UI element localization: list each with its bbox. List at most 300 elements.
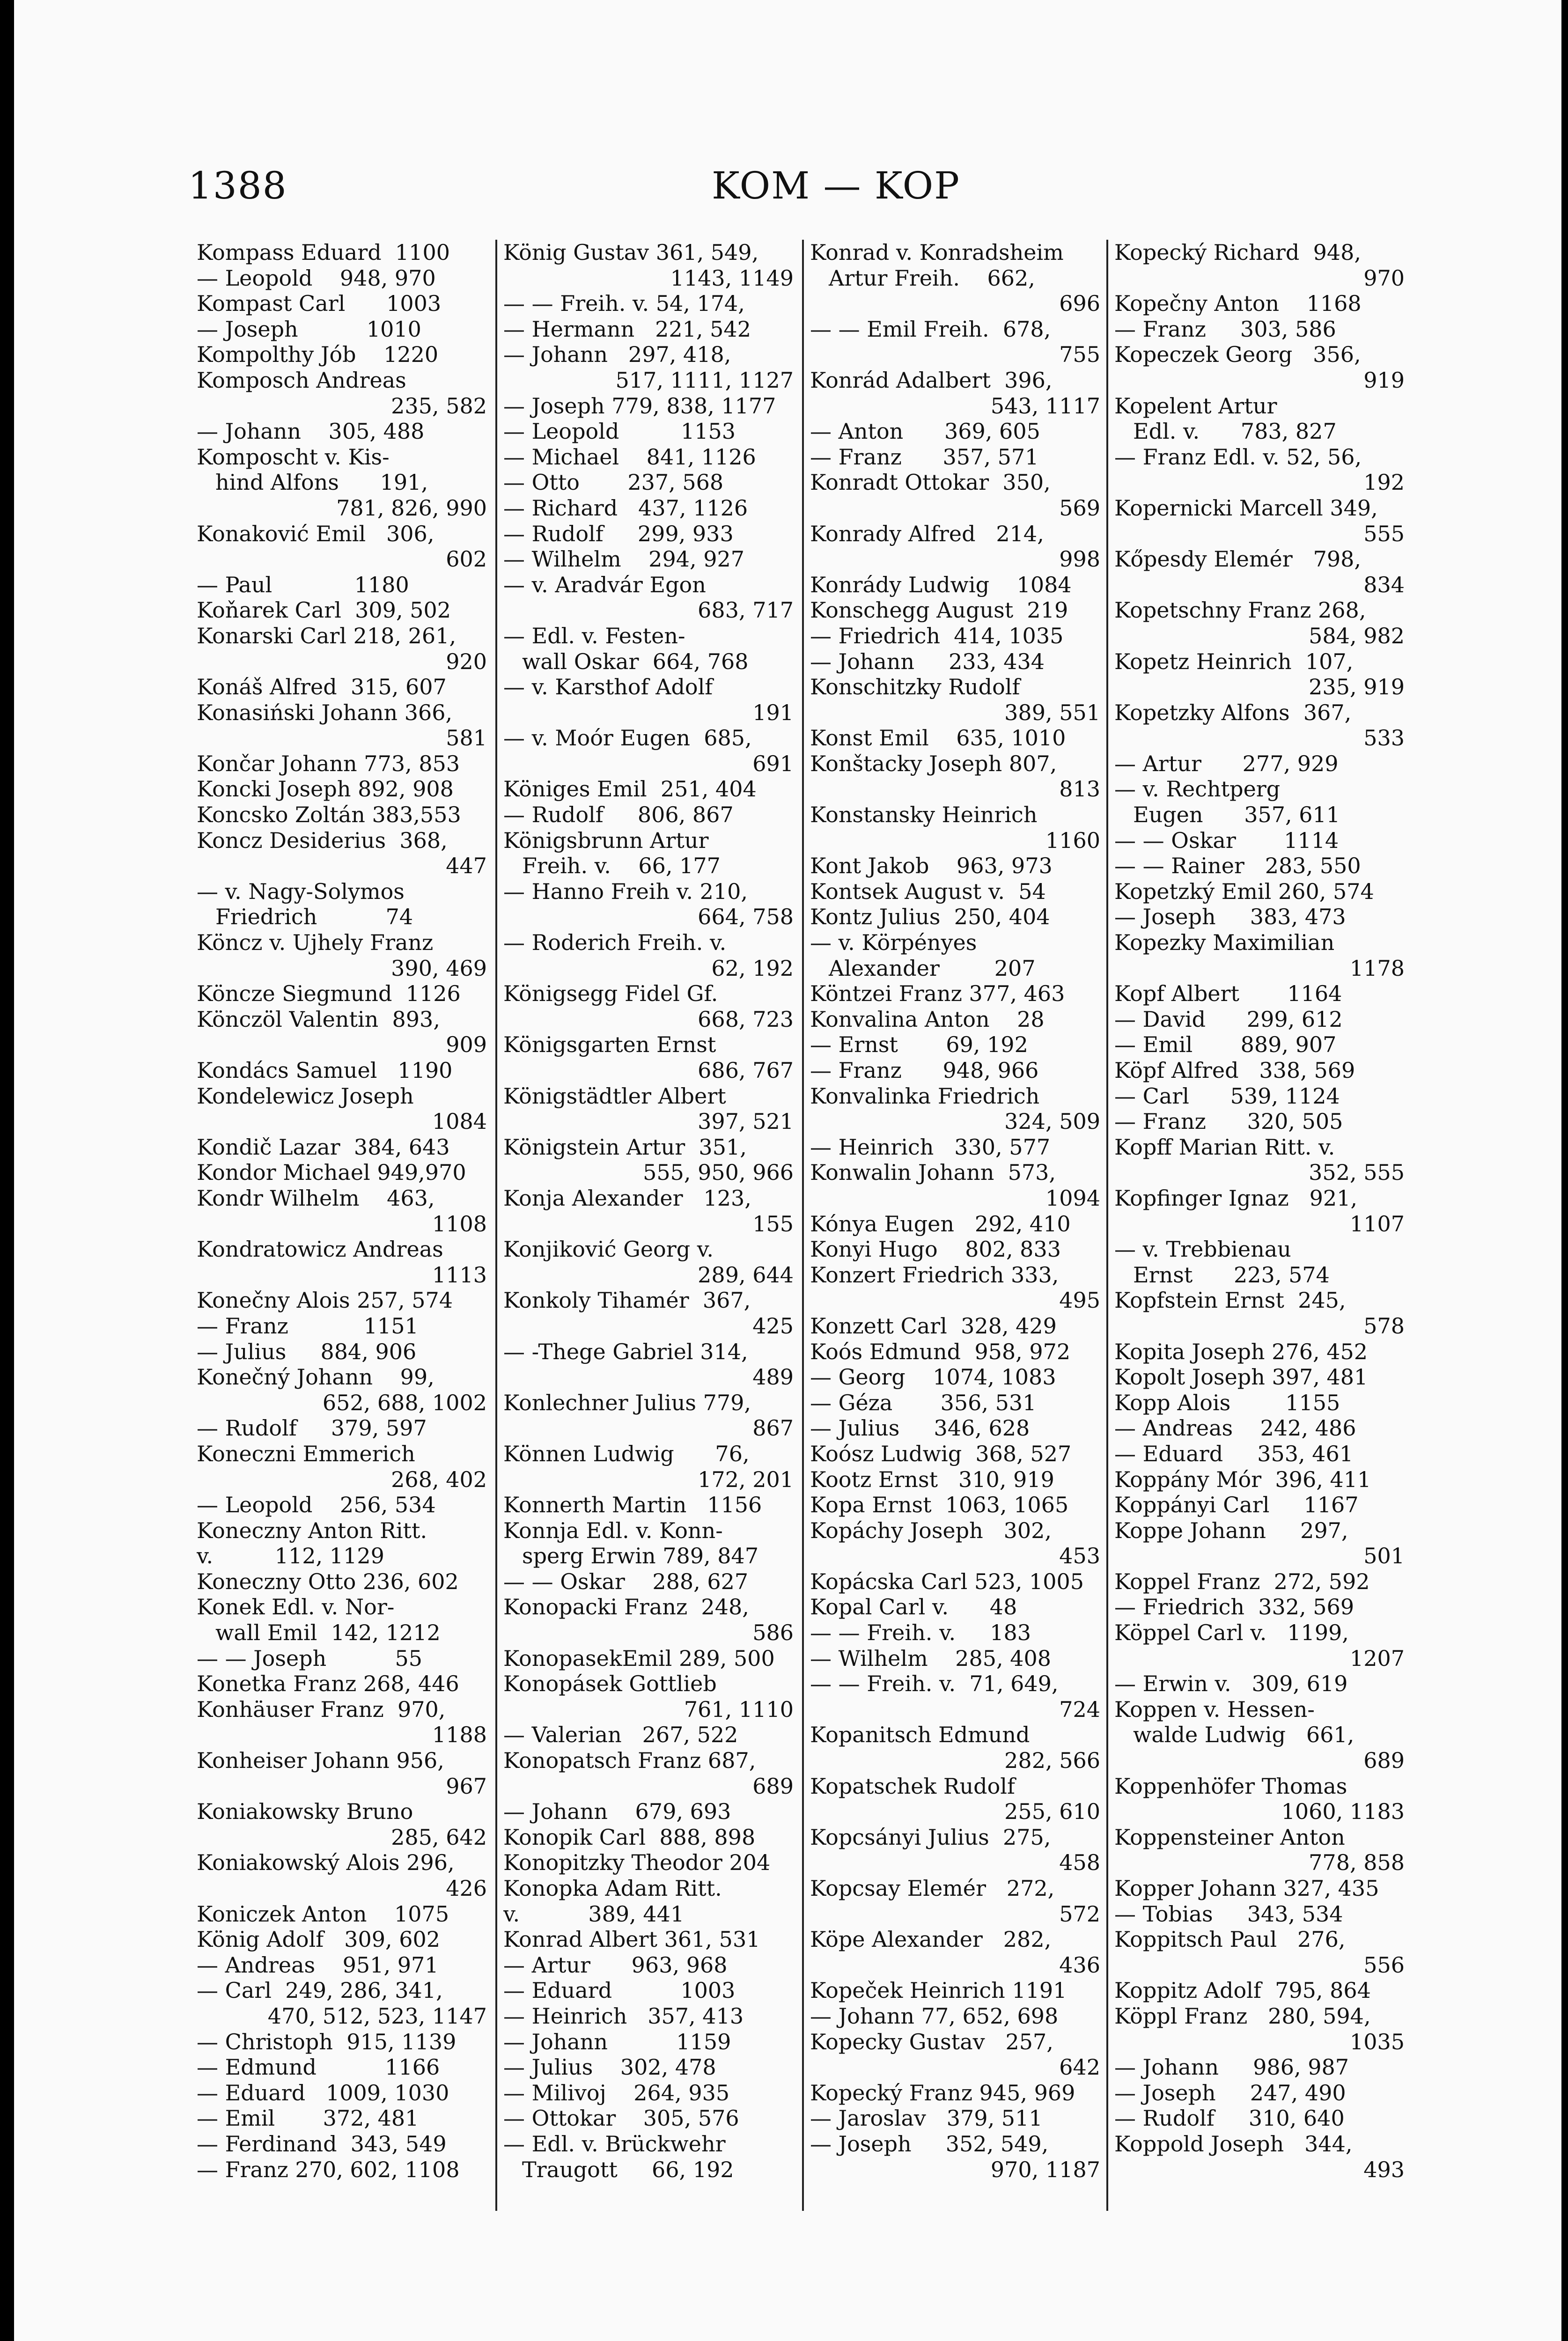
index-entry-line: — Rudolf 310, 640 — [1114, 2105, 1345, 2131]
index-entry-line: v. 112, 1129 — [197, 1543, 384, 1569]
index-entry-line: Kopcsányi Julius 275, — [810, 1824, 1051, 1850]
index-entry-line: Komposch Andreas — [197, 367, 406, 393]
index-entry-line: — Eduard 353, 461 — [1114, 1441, 1354, 1466]
index-entry-line: Kondr Wilhelm 463, — [197, 1185, 435, 1211]
index-entry-line: — — Oskar 288, 627 — [503, 1568, 749, 1594]
index-entry-line: — Joseph 247, 490 — [1114, 2080, 1346, 2105]
index-entry-line: Konschegg August 219 — [810, 597, 1068, 623]
index-entry-line: Koppe Johann 297, — [1114, 1517, 1348, 1543]
index-entry-line: Konopik Carl 888, 898 — [503, 1824, 756, 1850]
index-entry-line: 533 — [1363, 725, 1405, 751]
index-entry-line: — Leopold 948, 970 — [197, 265, 436, 291]
index-entry-line: Konek Edl. v. Nor- — [197, 1594, 395, 1620]
index-column-3 — [810, 240, 1100, 2182]
index-entry-line: Königes Emil 251, 404 — [503, 776, 757, 802]
index-entry-line: — Leopold 256, 534 — [197, 1492, 436, 1518]
index-entry-line: KonopasekEmil 289, 500 — [503, 1645, 775, 1671]
index-entry-line: Kopernicki Marcell 349, — [1114, 495, 1378, 521]
index-entry-line: 572 — [1059, 1901, 1100, 1927]
index-entry-line: 581 — [446, 725, 487, 751]
index-entry-line: Köppl Franz 280, 594, — [1114, 2003, 1371, 2029]
index-entry-line: — Edl. v. Festen- — [503, 623, 685, 648]
index-entry-line: 778, 858 — [1309, 1850, 1405, 1876]
index-entry-line: Königsegg Fidel Gf. — [503, 981, 718, 1007]
index-entry-line: — Heinrich 330, 577 — [810, 1134, 1051, 1160]
index-entry-line: Koniczek Anton 1075 — [197, 1901, 449, 1927]
index-entry-line: Konradt Ottokar 350, — [810, 470, 1051, 495]
index-entry-line: — Roderich Freih. v. — [503, 930, 727, 956]
index-entry-line: Kondelewicz Joseph — [197, 1083, 414, 1109]
index-entry-line: — David 299, 612 — [1114, 1006, 1343, 1032]
index-entry-line: 555 — [1363, 521, 1405, 546]
index-entry-line: Konrad v. Konradsheim — [810, 240, 1064, 265]
index-entry-line: Konrad Albert 361, 531 — [503, 1927, 760, 1952]
index-entry-line: — Franz 1151 — [197, 1313, 419, 1339]
index-entry-line: 235, 919 — [1309, 674, 1405, 700]
index-entry-line: 172, 201 — [698, 1466, 794, 1492]
index-entry-line: 192 — [1363, 470, 1405, 495]
index-entry-line: Končar Johann 773, 853 — [197, 751, 460, 776]
index-entry-line: 268, 402 — [391, 1466, 487, 1492]
index-entry-line: 447 — [446, 853, 487, 879]
index-entry-line: Kopanitsch Edmund — [810, 1722, 1030, 1748]
index-entry-line: — Julius 346, 628 — [810, 1415, 1030, 1441]
index-entry-line: Kopp Alois 1155 — [1114, 1390, 1340, 1415]
page-number: 1388 — [188, 164, 287, 207]
index-entry-line: — Paul 1180 — [197, 572, 409, 597]
index-entry-line: 998 — [1059, 546, 1100, 572]
index-entry-line: Koós Edmund 958, 972 — [810, 1339, 1071, 1364]
index-entry-line: Kopeczek Georg 356, — [1114, 342, 1361, 368]
index-entry-line: 426 — [446, 1876, 487, 1901]
index-entry-line: — Carl 539, 1124 — [1114, 1083, 1340, 1109]
index-entry-line: 834 — [1363, 572, 1405, 597]
index-entry-line: Konetka Franz 268, 446 — [197, 1671, 459, 1697]
index-entry-line: 967 — [446, 1773, 487, 1799]
index-entry-line: Kopper Johann 327, 435 — [1114, 1876, 1379, 1901]
index-entry-line: 920 — [446, 648, 487, 674]
index-entry-line: — Edl. v. Brückwehr — [503, 2131, 726, 2157]
index-entry-line: Konopacki Franz 248, — [503, 1594, 749, 1620]
index-entry-line: Koppány Mór 396, 411 — [1114, 1466, 1371, 1492]
index-entry-line: Koppenhöfer Thomas — [1114, 1773, 1347, 1799]
index-entry-line: wall Emil 142, 1212 — [215, 1620, 441, 1646]
index-entry-line: 324, 509 — [1004, 1109, 1100, 1134]
index-entry-line: — Johann 1159 — [503, 2029, 731, 2054]
index-entry-line: Konarski Carl 218, 261, — [197, 623, 456, 648]
index-entry-line: — Artur 963, 968 — [503, 1952, 728, 1978]
index-entry-line: Konvalina Anton 28 — [810, 1006, 1045, 1032]
index-entry-line: Können Ludwig 76, — [503, 1441, 750, 1466]
index-entry-line: — — Oskar 1114 — [1114, 827, 1339, 853]
index-entry-line: wall Oskar 664, 768 — [522, 648, 749, 674]
index-entry-line: König Gustav 361, 549, — [503, 240, 759, 265]
index-entry-line: 584, 982 — [1309, 623, 1405, 648]
index-entry-line: — Joseph 383, 473 — [1114, 904, 1346, 930]
index-entry-line: — Andreas 951, 971 — [197, 1952, 439, 1978]
index-entry-line: 686, 767 — [698, 1058, 794, 1083]
index-entry-line: Koppensteiner Anton — [1114, 1824, 1345, 1850]
index-entry-line: Kopf Albert 1164 — [1114, 981, 1342, 1007]
index-entry-line: Koniakowský Alois 296, — [197, 1850, 455, 1876]
index-entry-line: Konlechner Julius 779, — [503, 1390, 751, 1415]
index-entry-line: — Joseph 1010 — [197, 316, 421, 342]
index-entry-line: 155 — [752, 1211, 794, 1237]
index-entry-line: 761, 1110 — [684, 1696, 794, 1722]
index-entry-line: 578 — [1363, 1313, 1405, 1339]
index-entry-line: Koppitsch Paul 276, — [1114, 1927, 1346, 1952]
index-entry-line: 755 — [1059, 342, 1100, 368]
index-entry-line: — Julius 884, 906 — [197, 1339, 417, 1364]
index-entry-line: sperg Erwin 789, 847 — [522, 1543, 759, 1569]
index-entry-line: — Heinrich 357, 413 — [503, 2003, 744, 2029]
index-entry-line: 668, 723 — [698, 1006, 794, 1032]
index-entry-line: Konhäuser Franz 970, — [197, 1696, 446, 1722]
index-entry-line: — Edmund 1166 — [197, 2054, 440, 2080]
index-entry-line: Konwalin Johann 573, — [810, 1160, 1056, 1185]
index-entry-line: — Johann 77, 652, 698 — [810, 2003, 1059, 2029]
index-entry-line: Eugen 357, 611 — [1133, 802, 1340, 828]
index-entry-line: 724 — [1059, 1696, 1100, 1722]
index-entry-line: — Leopold 1153 — [503, 419, 736, 444]
index-entry-line: Kompass Eduard 1100 — [197, 240, 450, 265]
index-entry-line: — Franz 270, 602, 1108 — [197, 2157, 460, 2182]
index-entry-line: — v. Trebbienau — [1114, 1237, 1291, 1262]
index-entry-line: — Emil 889, 907 — [1114, 1032, 1337, 1058]
index-entry-line: Kopfstein Ernst 245, — [1114, 1288, 1346, 1313]
index-entry-line: 1094 — [1045, 1185, 1100, 1211]
index-entry-line: — Franz 320, 505 — [1114, 1109, 1343, 1134]
index-entry-line: — — Freih. v. 71, 649, — [810, 1671, 1059, 1697]
index-entry-line: 691 — [752, 751, 794, 776]
index-entry-line: Kondratowicz Andreas — [197, 1237, 443, 1262]
index-entry-line: 781, 826, 990 — [336, 495, 487, 521]
index-entry-line: — Artur 277, 929 — [1114, 751, 1339, 776]
index-entry-line: 389, 551 — [1004, 699, 1100, 725]
index-entry-line: — Georg 1074, 1083 — [810, 1364, 1056, 1390]
index-entry-line: Königsgarten Ernst — [503, 1032, 716, 1058]
index-entry-line: 489 — [752, 1364, 794, 1390]
index-entry-line: — Emil 372, 481 — [197, 2105, 419, 2131]
index-entry-line: — Johann 233, 434 — [810, 648, 1045, 674]
index-entry-line: Kopal Carl v. 48 — [810, 1594, 1017, 1620]
index-entry-line: 543, 1117 — [990, 393, 1100, 419]
index-entry-line: Kopecký Richard 948, — [1114, 240, 1362, 265]
index-entry-line: 1084 — [432, 1109, 487, 1134]
index-entry-line: Kopácska Carl 523, 1005 — [810, 1568, 1084, 1594]
index-entry-line: Kondács Samuel 1190 — [197, 1058, 453, 1083]
index-entry-line: 501 — [1363, 1543, 1405, 1569]
index-entry-line: Kompast Carl 1003 — [197, 291, 442, 317]
index-entry-line: — — Emil Freih. 678, — [810, 316, 1051, 342]
index-entry-line: — Rudolf 806, 867 — [503, 802, 734, 828]
index-entry-line: 191 — [752, 699, 794, 725]
index-entry-line: Köpf Alfred 338, 569 — [1114, 1058, 1355, 1083]
index-entry-line: Königstädtler Albert — [503, 1083, 726, 1109]
index-entry-line: 1188 — [432, 1722, 487, 1748]
index-entry-line: 493 — [1363, 2157, 1405, 2182]
index-entry-line: Konstansky Heinrich — [810, 802, 1038, 828]
index-entry-line: 470, 512, 523, 1147 — [267, 2003, 487, 2029]
index-entry-line: — Eduard 1009, 1030 — [197, 2080, 449, 2105]
index-entry-line: Köncze Siegmund 1126 — [197, 981, 461, 1007]
index-entry-line: — v. Karsthof Adolf — [503, 674, 713, 700]
index-entry-line: 1113 — [432, 1262, 487, 1288]
index-entry-line: 425 — [752, 1313, 794, 1339]
index-entry-line: 453 — [1059, 1543, 1100, 1569]
index-entry-line: Konzert Friedrich 333, — [810, 1262, 1059, 1288]
index-entry-line: — v. Moór Eugen 685, — [503, 725, 752, 751]
index-entry-line: — Andreas 242, 486 — [1114, 1415, 1356, 1441]
index-entry-line: 285, 642 — [391, 1824, 487, 1850]
index-entry-line: — Géza 356, 531 — [810, 1390, 1037, 1415]
index-entry-line: — Christoph 915, 1139 — [197, 2029, 456, 2054]
index-entry-line: — Erwin v. 309, 619 — [1114, 1671, 1348, 1697]
index-entry-line: Konopitzky Theodor 204 — [503, 1850, 771, 1876]
index-entry-line: Kopcsay Elemér 272, — [810, 1876, 1055, 1901]
index-entry-line: 458 — [1059, 1850, 1100, 1876]
index-entry-line: — Wilhelm 285, 408 — [810, 1645, 1052, 1671]
index-entry-line: Königstein Artur 351, — [503, 1134, 747, 1160]
index-column-2 — [503, 240, 794, 2182]
index-entry-line: 867 — [752, 1415, 794, 1441]
index-entry-line: Köppel Carl v. 1199, — [1114, 1620, 1349, 1646]
index-entry-line: 1207 — [1349, 1645, 1405, 1671]
index-entry-line: Konja Alexander 123, — [503, 1185, 751, 1211]
index-entry-line: — Richard 437, 1126 — [503, 495, 748, 521]
index-entry-line: Koppen v. Hessen- — [1114, 1696, 1315, 1722]
index-entry-line: Kontsek August v. 54 — [810, 878, 1046, 904]
index-column-4 — [1114, 240, 1405, 2182]
index-entry-line: — -Thege Gabriel 314, — [503, 1339, 748, 1364]
index-entry-line: — — Freih. v. 54, 174, — [503, 291, 745, 317]
index-entry-line: — Johann 305, 488 — [197, 419, 425, 444]
index-entry-line: — Tobias 343, 534 — [1114, 1901, 1343, 1927]
index-entry-line: Koncki Joseph 892, 908 — [197, 776, 454, 802]
index-entry-line: Kopečny Anton 1168 — [1114, 291, 1362, 317]
index-entry-line: Kontz Julius 250, 404 — [810, 904, 1050, 930]
index-entry-line: Konasiński Johann 366, — [197, 699, 453, 725]
index-entry-line: — Hermann 221, 542 — [503, 316, 751, 342]
index-entry-line: Koppányi Carl 1167 — [1114, 1492, 1359, 1518]
index-entry-line: — Johann 679, 693 — [503, 1799, 731, 1825]
index-entry-line: 556 — [1363, 1952, 1405, 1978]
index-entry-line: 1107 — [1349, 1211, 1405, 1237]
index-entry-line: Kőpesdy Elemér 798, — [1114, 546, 1362, 572]
index-entry-line: Kondor Michael 949,970 — [197, 1160, 466, 1185]
index-entry-line: Konyi Hugo 802, 833 — [810, 1237, 1061, 1262]
index-entry-line: 970 — [1363, 265, 1405, 291]
index-entry-line: — Eduard 1003 — [503, 1978, 736, 2003]
index-entry-line: — Valerian 267, 522 — [503, 1722, 738, 1748]
index-entry-line: Friedrich 74 — [215, 904, 413, 930]
index-entry-line: — Rudolf 379, 597 — [197, 1415, 427, 1441]
index-entry-line: 282, 566 — [1004, 1748, 1100, 1774]
index-entry-line: Kopecký Franz 945, 969 — [810, 2080, 1075, 2105]
index-entry-line: Koneczni Emmerich — [197, 1441, 415, 1466]
index-entry-line: — v. Nagy-Solymos — [197, 878, 405, 904]
index-entry-line: — Joseph 352, 549, — [810, 2131, 1049, 2157]
index-entry-line: König Adolf 309, 602 — [197, 1927, 441, 1952]
index-entry-line: 696 — [1059, 291, 1100, 317]
index-entry-line: — Michael 841, 1126 — [503, 444, 756, 470]
index-entry-line: Konschitzky Rudolf — [810, 674, 1020, 700]
index-entry-line: — Jaroslav 379, 511 — [810, 2105, 1043, 2131]
index-entry-line: 1108 — [432, 1211, 487, 1237]
index-entry-line: 683, 717 — [698, 597, 794, 623]
index-entry-line: — v. Aradvár Egon — [503, 572, 706, 597]
index-entry-line: Kónya Eugen 292, 410 — [810, 1211, 1071, 1237]
index-entry-line: Kopita Joseph 276, 452 — [1114, 1339, 1368, 1364]
index-entry-line: Köntzei Franz 377, 463 — [810, 981, 1065, 1007]
index-entry-line: — Friedrich 414, 1035 — [810, 623, 1064, 648]
index-entry-line: Freih. v. 66, 177 — [522, 853, 721, 879]
index-entry-line: — Franz 357, 571 — [810, 444, 1039, 470]
index-entry-line: Kont Jakob 963, 973 — [810, 853, 1053, 879]
column-divider — [802, 240, 804, 2211]
index-entry-line: 255, 610 — [1004, 1799, 1100, 1825]
index-entry-line: Koneczny Otto 236, 602 — [197, 1568, 459, 1594]
index-entry-line: — Ottokar 305, 576 — [503, 2105, 739, 2131]
index-entry-line: Edl. v. 783, 827 — [1133, 419, 1337, 444]
index-entry-line: Kopetzky Alfons 367, — [1114, 699, 1352, 725]
index-entry-line: 1160 — [1045, 827, 1100, 853]
index-entry-line: Konzett Carl 328, 429 — [810, 1313, 1057, 1339]
index-entry-line: Konaković Emil 306, — [197, 521, 434, 546]
index-entry-line: Koneczny Anton Ritt. — [197, 1517, 427, 1543]
index-entry-line: 970, 1187 — [990, 2157, 1100, 2182]
index-entry-line: Könczöl Valentin 893, — [197, 1006, 440, 1032]
index-entry-line: — Ferdinand 343, 549 — [197, 2131, 447, 2157]
index-entry-line: Kopff Marian Ritt. v. — [1114, 1134, 1335, 1160]
index-entry-line: — Hanno Freih v. 210, — [503, 878, 748, 904]
index-entry-line: Konjiković Georg v. — [503, 1237, 714, 1262]
index-entry-line: Konopatsch Franz 687, — [503, 1748, 756, 1774]
index-entry-line: 586 — [752, 1620, 794, 1646]
index-entry-line: 495 — [1059, 1288, 1100, 1313]
index-entry-line: Kopa Ernst 1063, 1065 — [810, 1492, 1069, 1518]
index-entry-line: — Otto 237, 568 — [503, 470, 724, 495]
index-entry-line: 289, 644 — [698, 1262, 794, 1288]
index-entry-line: Koncsko Zoltán 383,553 — [197, 802, 461, 828]
column-divider — [1106, 240, 1108, 2211]
index-entry-line: 390, 469 — [391, 955, 487, 981]
index-entry-line: Kondič Lazar 384, 643 — [197, 1134, 450, 1160]
index-column-1 — [197, 240, 487, 2182]
page-title: KOM — KOP — [712, 164, 961, 207]
index-entry-line: 1060, 1183 — [1281, 1799, 1405, 1825]
index-entry-line: walde Ludwig 661, — [1133, 1722, 1355, 1748]
index-entry-line: — Franz Edl. v. 52, 56, — [1114, 444, 1362, 470]
index-entry-line: — Johann 986, 987 — [1114, 2054, 1349, 2080]
index-entry-line: — — Joseph 55 — [197, 1645, 423, 1671]
index-entry-line: Komposcht v. Kis- — [197, 444, 390, 470]
index-entry-line: — v. Rechtperg — [1114, 776, 1281, 802]
index-entry-line: Koppold Joseph 344, — [1114, 2131, 1353, 2157]
index-entry-line: Konheiser Johann 956, — [197, 1748, 444, 1774]
index-entry-line: Kopetzký Emil 260, 574 — [1114, 878, 1374, 904]
index-entry-line: Kopeček Heinrich 1191 — [810, 1978, 1067, 2003]
index-entry-line: Kopelent Artur — [1114, 393, 1277, 419]
index-entry-line: Kopatschek Rudolf — [810, 1773, 1016, 1799]
index-entry-line: Kompolthy Jób 1220 — [197, 342, 439, 368]
index-entry-line: Koppitz Adolf 795, 864 — [1114, 1978, 1371, 2003]
index-entry-line: Alexander 207 — [829, 955, 1036, 981]
index-entry-line: — Julius 302, 478 — [503, 2054, 716, 2080]
index-entry-line: 664, 758 — [698, 904, 794, 930]
index-entry-line: 642 — [1059, 2054, 1100, 2080]
index-entry-line: — Johann 297, 418, — [503, 342, 731, 368]
index-entry-line: v. 389, 441 — [503, 1901, 685, 1927]
index-entry-line: — Joseph 779, 838, 1177 — [503, 393, 776, 419]
index-entry-line: Konrády Ludwig 1084 — [810, 572, 1072, 597]
index-entry-line: Konnerth Martin 1156 — [503, 1492, 762, 1518]
index-entry-line: — v. Körpényes — [810, 930, 977, 956]
index-entry-line: — Wilhelm 294, 927 — [503, 546, 745, 572]
column-divider — [495, 240, 497, 2211]
index-entry-line: 689 — [1363, 1748, 1405, 1774]
index-entry-line: 919 — [1363, 367, 1405, 393]
index-entry-line: Kopfinger Ignaz 921, — [1114, 1185, 1358, 1211]
index-entry-line: 1035 — [1349, 2029, 1405, 2054]
book-page — [14, 0, 1561, 2341]
index-entry-line: — Carl 249, 286, 341, — [197, 1978, 443, 2003]
index-entry-line: Kopecky Gustav 257, — [810, 2029, 1053, 2054]
index-entry-line: 517, 1111, 1127 — [615, 367, 794, 393]
index-entry-line: Konáš Alfred 315, 607 — [197, 674, 447, 700]
index-entry-line: Koppel Franz 272, 592 — [1114, 1568, 1370, 1594]
index-entry-line: 235, 582 — [391, 393, 487, 419]
index-entry-line: Konnja Edl. v. Konn- — [503, 1517, 723, 1543]
index-entry-line: 813 — [1059, 776, 1100, 802]
index-entry-line: 555, 950, 966 — [643, 1160, 794, 1185]
index-entry-line: 397, 521 — [698, 1109, 794, 1134]
index-entry-line: Konštacky Joseph 807, — [810, 751, 1057, 776]
index-entry-line: 352, 555 — [1309, 1160, 1405, 1185]
index-entry-line: Kopetz Heinrich 107, — [1114, 648, 1354, 674]
index-entry-line: Kopezky Maximilian — [1114, 930, 1335, 956]
index-entry-line: — Ernst 69, 192 — [810, 1032, 1028, 1058]
index-entry-line: — Franz 948, 966 — [810, 1058, 1039, 1083]
index-entry-line: Ernst 223, 574 — [1133, 1262, 1330, 1288]
index-entry-line: Traugott 66, 192 — [522, 2157, 734, 2182]
index-entry-line: Königsbrunn Artur — [503, 827, 709, 853]
index-entry-line: 569 — [1059, 495, 1100, 521]
index-entry-line: — Friedrich 332, 569 — [1114, 1594, 1355, 1620]
index-entry-line: 1178 — [1349, 955, 1405, 981]
index-entry-line: — Franz 303, 586 — [1114, 316, 1336, 342]
index-entry-line: Köpe Alexander 282, — [810, 1927, 1052, 1952]
index-entry-line: Konopka Adam Ritt. — [503, 1876, 722, 1901]
index-entry-line: Konvalinka Friedrich — [810, 1083, 1040, 1109]
index-entry-line: Konrád Adalbert 396, — [810, 367, 1053, 393]
index-entry-line: Konopásek Gottlieb — [503, 1671, 717, 1697]
index-entry-line: Köncz v. Ujhely Franz — [197, 930, 434, 956]
index-entry-line: Konrady Alfred 214, — [810, 521, 1044, 546]
index-entry-line: — Anton 369, 605 — [810, 419, 1040, 444]
index-entry-line: 602 — [446, 546, 487, 572]
index-entry-line: Konst Emil 635, 1010 — [810, 725, 1066, 751]
index-entry-line: Koósz Ludwig 368, 527 — [810, 1441, 1072, 1466]
index-entry-line: Artur Freih. 662, — [829, 265, 1035, 291]
index-entry-line: — Milivoj 264, 935 — [503, 2080, 730, 2105]
index-entry-line: 909 — [446, 1032, 487, 1058]
index-entry-line: Konečny Alois 257, 574 — [197, 1288, 453, 1313]
index-entry-line: 1143, 1149 — [670, 265, 794, 291]
index-entry-line: Kopolt Joseph 397, 481 — [1114, 1364, 1368, 1390]
index-entry-line: Koňarek Carl 309, 502 — [197, 597, 451, 623]
index-entry-line: 652, 688, 1002 — [322, 1390, 487, 1415]
